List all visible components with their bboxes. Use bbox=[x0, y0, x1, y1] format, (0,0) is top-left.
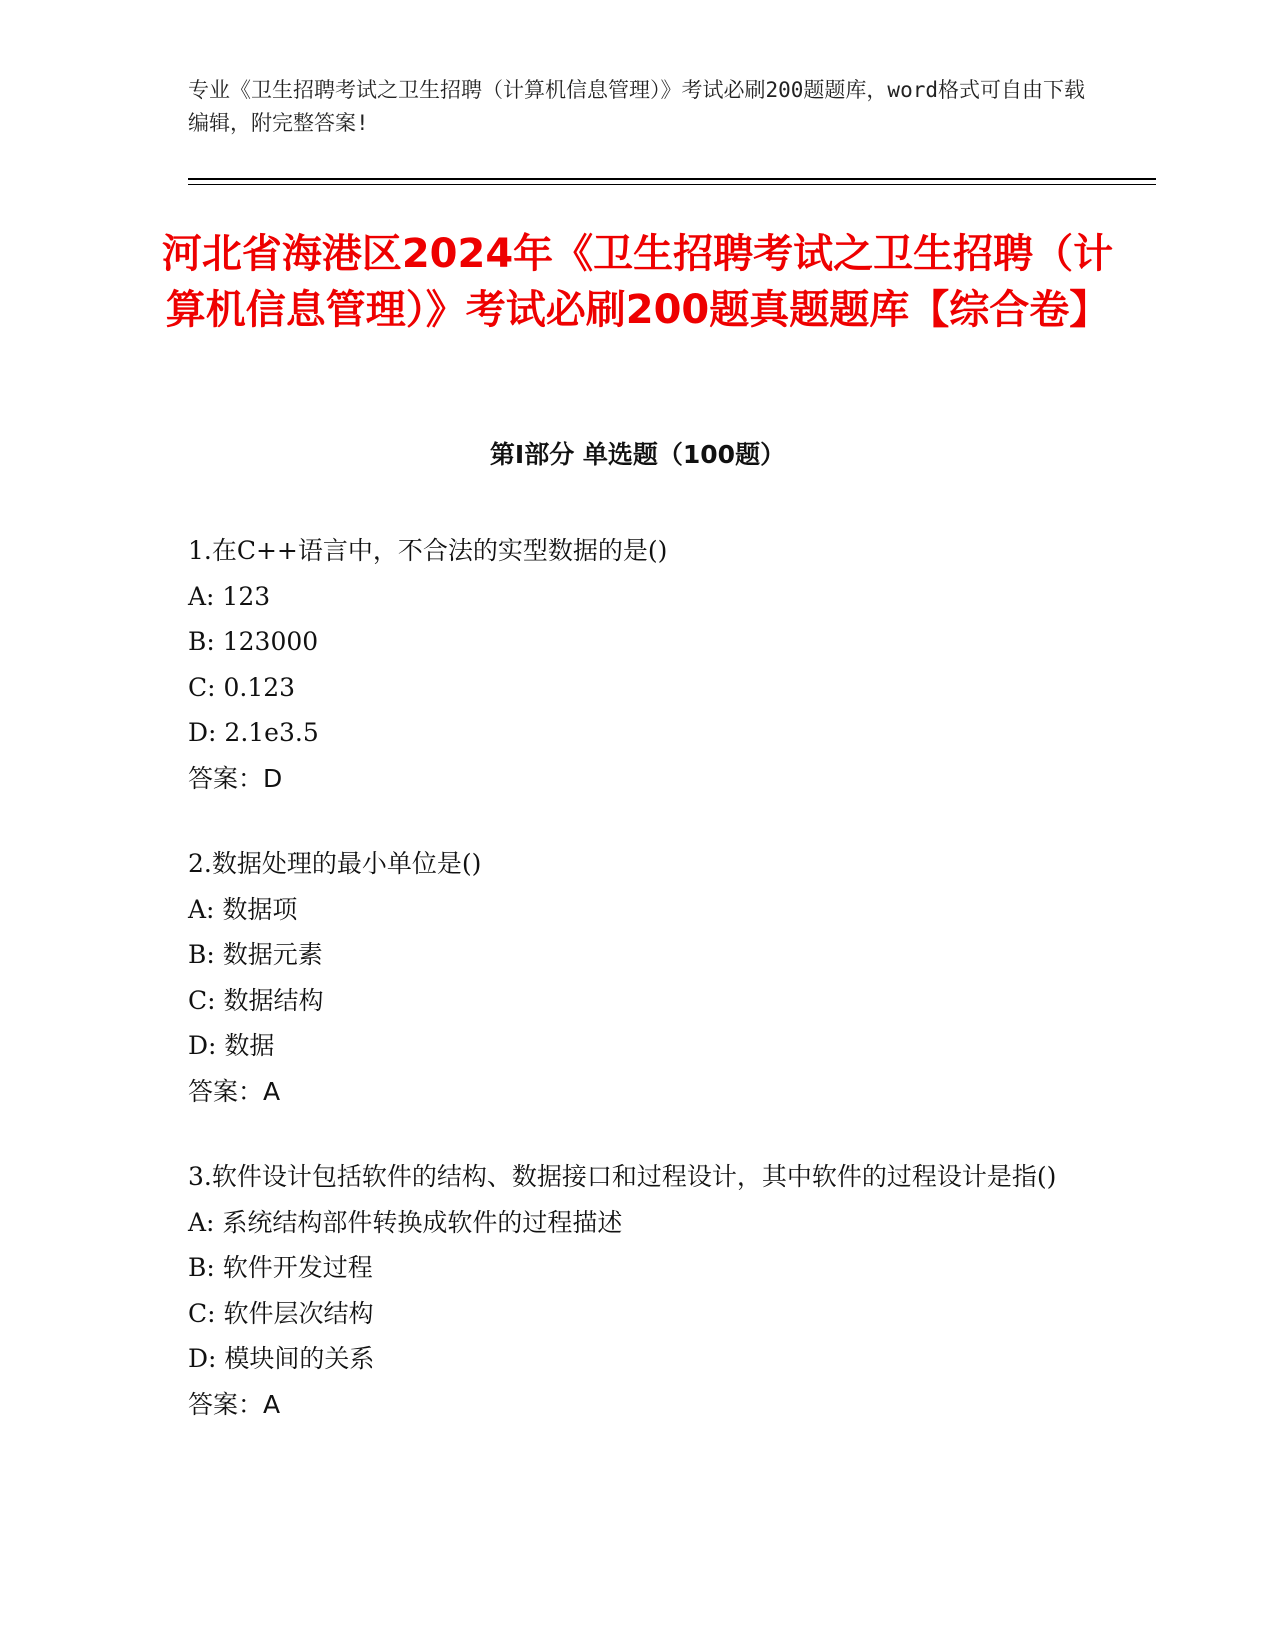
option-d: D: 数据 bbox=[188, 1031, 275, 1060]
question-list bbox=[188, 528, 1068, 1467]
answer: 答案：A bbox=[188, 1389, 281, 1419]
document-title: 河北省海港区2024年《卫生招聘考试之卫生招聘（计算机信息管理）》考试必刷200题真题题库【综合卷】 bbox=[161, 231, 1114, 333]
header-rule-thin bbox=[188, 184, 1156, 185]
option-c: C: 0.123 bbox=[188, 672, 296, 702]
option-b: B: 软件开发过程 bbox=[188, 1253, 373, 1282]
option-b: B: 数据元素 bbox=[188, 940, 323, 969]
answer: 答案：A bbox=[188, 1076, 281, 1106]
option-a: A: 数据项 bbox=[188, 894, 298, 924]
option-c: C: 数据结构 bbox=[188, 985, 324, 1015]
section-title: 第Ⅰ部分 单选题（100题） bbox=[489, 440, 786, 469]
option-d: D: 2.1e3.5 bbox=[188, 718, 319, 747]
header-rule-thick bbox=[188, 178, 1156, 180]
header-note: 专业《卫生招聘考试之卫生招聘（计算机信息管理）》考试必刷200题题库，word格式可自由下载编辑，附完整答案! bbox=[188, 78, 1085, 135]
question-stem: 3.软件设计包括软件的结构、数据接口和过程设计，其中软件的过程设计是指() bbox=[188, 1162, 1057, 1191]
question-stem: 1.在C++语言中，不合法的实型数据的是() bbox=[188, 536, 668, 565]
question-stem: 2.数据处理的最小单位是() bbox=[188, 849, 482, 878]
option-b: B: 123000 bbox=[188, 627, 319, 656]
option-a: A: 系统结构部件转换成软件的过程描述 bbox=[188, 1207, 623, 1237]
option-a: A: 123 bbox=[188, 581, 271, 611]
question-1 bbox=[188, 528, 1068, 801]
option-d: D: 模块间的关系 bbox=[188, 1344, 375, 1373]
answer: 答案：D bbox=[188, 763, 283, 793]
option-c: C: 软件层次结构 bbox=[188, 1298, 374, 1328]
question-3 bbox=[188, 1154, 1068, 1427]
question-2 bbox=[188, 841, 1068, 1114]
